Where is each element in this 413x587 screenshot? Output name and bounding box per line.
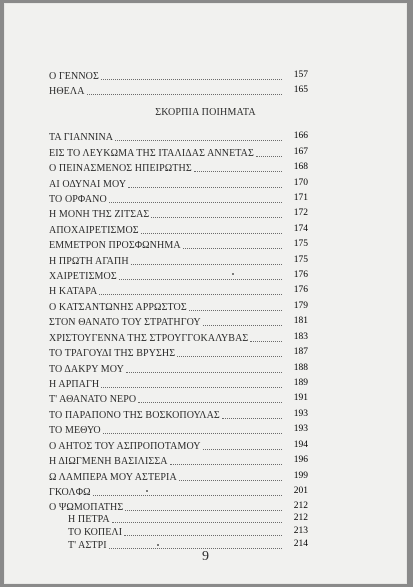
toc-entry [49, 377, 284, 391]
section-heading: ΣΚΟΡΠΙΑ ΠΟΙΗΜΑΤΑ [155, 107, 256, 118]
leader-dots [189, 310, 282, 311]
toc-entry-title: ΤΟ ΟΡΦΑΝΟ [49, 194, 107, 205]
page-number: 9 [202, 549, 209, 564]
toc-entry [49, 177, 284, 191]
toc-entry-title: Ω ΛΑΜΠΕΡΑ ΜΟΥ ΑΣΤΕΡΙΑ [49, 472, 177, 483]
toc-entry [49, 362, 284, 376]
scan-speck [146, 490, 148, 492]
toc-entry-page: 176 [293, 285, 308, 295]
leader-dots [222, 418, 282, 419]
toc-entry-page: 212 [293, 513, 308, 523]
leader-dots [183, 248, 282, 249]
scan-speck [232, 273, 234, 275]
toc-entry-title: ΣΤΟΝ ΘΑΝΑΤΟ ΤΟΥ ΣΤΡΑΤΗΓΟΥ [49, 317, 201, 328]
toc-sub-entry [68, 525, 284, 539]
toc-entry [49, 331, 284, 345]
toc-entry-title: Η ΔΙΩΓΜΕΝΗ ΒΑΣΙΛΙΣΣΑ [49, 456, 168, 467]
toc-entry-title: Ο ΓΕΝΝΟΣ [49, 71, 99, 82]
toc-entry-title: ΤΑ ΓΙΑΝΝΙΝΑ [49, 132, 114, 143]
toc-entry-page: 174 [293, 224, 308, 234]
toc-entry-page: 194 [293, 440, 308, 450]
leader-dots [179, 480, 282, 481]
toc-entry-title: ΑΠΟΧΑΙΡΕΤΙΣΜΟΣ [49, 225, 139, 236]
toc-entry-page: 191 [293, 393, 308, 403]
toc-entry [49, 130, 284, 144]
toc-entry [49, 192, 284, 206]
leader-dots [87, 94, 282, 95]
leader-dots [177, 356, 282, 357]
toc-entry-title: ΕΜΜΕΤΡΟΝ ΠΡΟΣΦΩΝΗΜΑ [49, 240, 181, 251]
toc-entry-title: ΓΚΟΛΦΩ [49, 487, 91, 498]
toc-entry-page: 179 [293, 301, 308, 311]
leader-dots [124, 535, 282, 536]
toc-entry-page: 181 [293, 316, 308, 326]
toc-entry-title: ΗΘΕΛΑ [49, 86, 85, 97]
toc-entry-page: 175 [293, 255, 308, 265]
toc-entry-page: 157 [293, 70, 308, 80]
toc-entry [49, 223, 284, 237]
toc-entry-title: Η ΑΡΠΑΓΗ [49, 379, 100, 390]
toc-entry-page: 165 [293, 85, 308, 95]
toc-entry-page: 183 [293, 332, 308, 342]
toc-entry [49, 408, 284, 422]
toc-entry [49, 84, 284, 98]
leader-dots [109, 202, 282, 203]
toc-sub-entry [68, 512, 284, 526]
toc-entry-page: 214 [293, 539, 308, 549]
toc-entry-title: ΤΟ ΜΕΘΥΟ [49, 425, 101, 436]
toc-entry-page: 196 [293, 455, 308, 465]
toc-entry-title: Η ΚΑΤΑΡΑ [49, 286, 98, 297]
scan-speck [157, 544, 159, 546]
toc-entry-page: 199 [293, 471, 308, 481]
toc-entry-page: 176 [293, 270, 308, 280]
toc-entry-page: 167 [293, 147, 308, 157]
leader-dots [115, 140, 282, 141]
toc-entry [49, 254, 284, 268]
toc-entry [49, 207, 284, 221]
toc-entry-page: 171 [293, 193, 308, 203]
toc-entry-title: ΤΟ ΠΑΡΑΠΟΝΟ ΤΗΣ ΒΟΣΚΟΠΟΥΛΑΣ [49, 410, 220, 421]
toc-entry-title: ΧΑΙΡΕΤΙΣΜΟΣ [49, 271, 117, 282]
book-page [4, 3, 407, 584]
toc-entry [49, 161, 284, 175]
toc-entry-page: 189 [293, 378, 308, 388]
leader-dots [131, 264, 282, 265]
leader-dots [203, 449, 282, 450]
leader-dots [101, 387, 282, 388]
toc-entry [49, 423, 284, 437]
toc-entry [49, 470, 284, 484]
toc-entry-page: 175 [293, 239, 308, 249]
leader-dots [99, 294, 282, 295]
toc-entry-page: 212 [293, 501, 308, 511]
toc-entry [49, 392, 284, 406]
toc-entry [49, 346, 284, 360]
toc-entry-title: Η ΜΟΝΗ ΤΗΣ ΖΙΤΣΑΣ [49, 209, 150, 220]
toc-entry-page: 188 [293, 363, 308, 373]
leader-dots [194, 171, 282, 172]
leader-dots [125, 510, 282, 511]
toc-entry-title: Ο ΠΕΙΝΑΣΜΕΝΟΣ ΗΠΕΙΡΩΤΗΣ [49, 163, 192, 174]
toc-entry-title: ΑΙ ΟΔΥΝΑΙ ΜΟΥ [49, 179, 127, 190]
leader-dots [119, 279, 282, 280]
leader-dots [151, 217, 282, 218]
leader-dots [126, 372, 282, 373]
toc-entry-title: Τ' ΑΣΤΡΙ [68, 540, 107, 551]
toc-entry-page: 193 [293, 409, 308, 419]
leader-dots [203, 325, 282, 326]
toc-entry-title: ΤΟ ΤΡΑΓΟΥΔΙ ΤΗΣ ΒΡΥΣΗΣ [49, 348, 176, 359]
leader-dots [103, 433, 282, 434]
toc-entry-title: ΤΟ ΚΟΠΕΛΙ [68, 527, 123, 538]
leader-dots [138, 402, 282, 403]
leader-dots [141, 233, 282, 234]
leader-dots [256, 156, 282, 157]
toc-entry-title: ΤΟ ΔΑΚΡΥ ΜΟΥ [49, 364, 124, 375]
toc-entry [49, 284, 284, 298]
leader-dots [250, 341, 282, 342]
toc-entry-title: Η ΠΡΩΤΗ ΑΓΑΠΗ [49, 256, 129, 267]
toc-entry [49, 300, 284, 314]
toc-entry [49, 485, 284, 499]
leader-dots [170, 464, 282, 465]
toc-entry-title: Ο ΑΗΤΟΣ ΤΟΥ ΑΣΠΡΟΠΟΤΑΜΟΥ [49, 441, 201, 452]
toc-entry [49, 238, 284, 252]
toc-entry-title: Ο ΚΑΤΣΑΝΤΩΝΗΣ ΑΡΡΩΣΤΟΣ [49, 302, 187, 313]
toc-entry-page: 172 [293, 208, 308, 218]
toc-entry-title: Τ' ΑΘΑΝΑΤΟ ΝΕΡΟ [49, 394, 137, 405]
toc-entry [49, 146, 284, 160]
toc-entry [49, 269, 284, 283]
toc-entry-page: 213 [293, 526, 308, 536]
leader-dots [128, 187, 282, 188]
toc-entry-page: 201 [293, 486, 308, 496]
leader-dots [112, 522, 282, 523]
toc-entry-page: 170 [293, 178, 308, 188]
toc-entry [49, 69, 284, 83]
toc-entry-page: 168 [293, 162, 308, 172]
toc-entry-title: Η ΠΕΤΡΑ [68, 514, 110, 525]
toc-entry-title: ΕΙΣ ΤΟ ΛΕΥΚΩΜΑ ΤΗΣ ΙΤΑΛΙΔΑΣ ΑΝΝΕΤΑΣ [49, 148, 254, 159]
toc-entry-title: ΧΡΙΣΤΟΥΓΕΝΝΑ ΤΗΣ ΣΤΡΟΥΓΓΟΚΑΛΥΒΑΣ [49, 333, 249, 344]
toc-entry [49, 439, 284, 453]
leader-dots [93, 495, 282, 496]
toc-entry [49, 454, 284, 468]
toc-entry-page: 166 [293, 131, 308, 141]
toc-entry-title: Ο ΨΩΜΟΠΑΤΗΣ [49, 502, 124, 513]
leader-dots [101, 79, 282, 80]
toc-entry [49, 315, 284, 329]
toc-entry-page: 187 [293, 347, 308, 357]
toc-entry-page: 193 [293, 424, 308, 434]
